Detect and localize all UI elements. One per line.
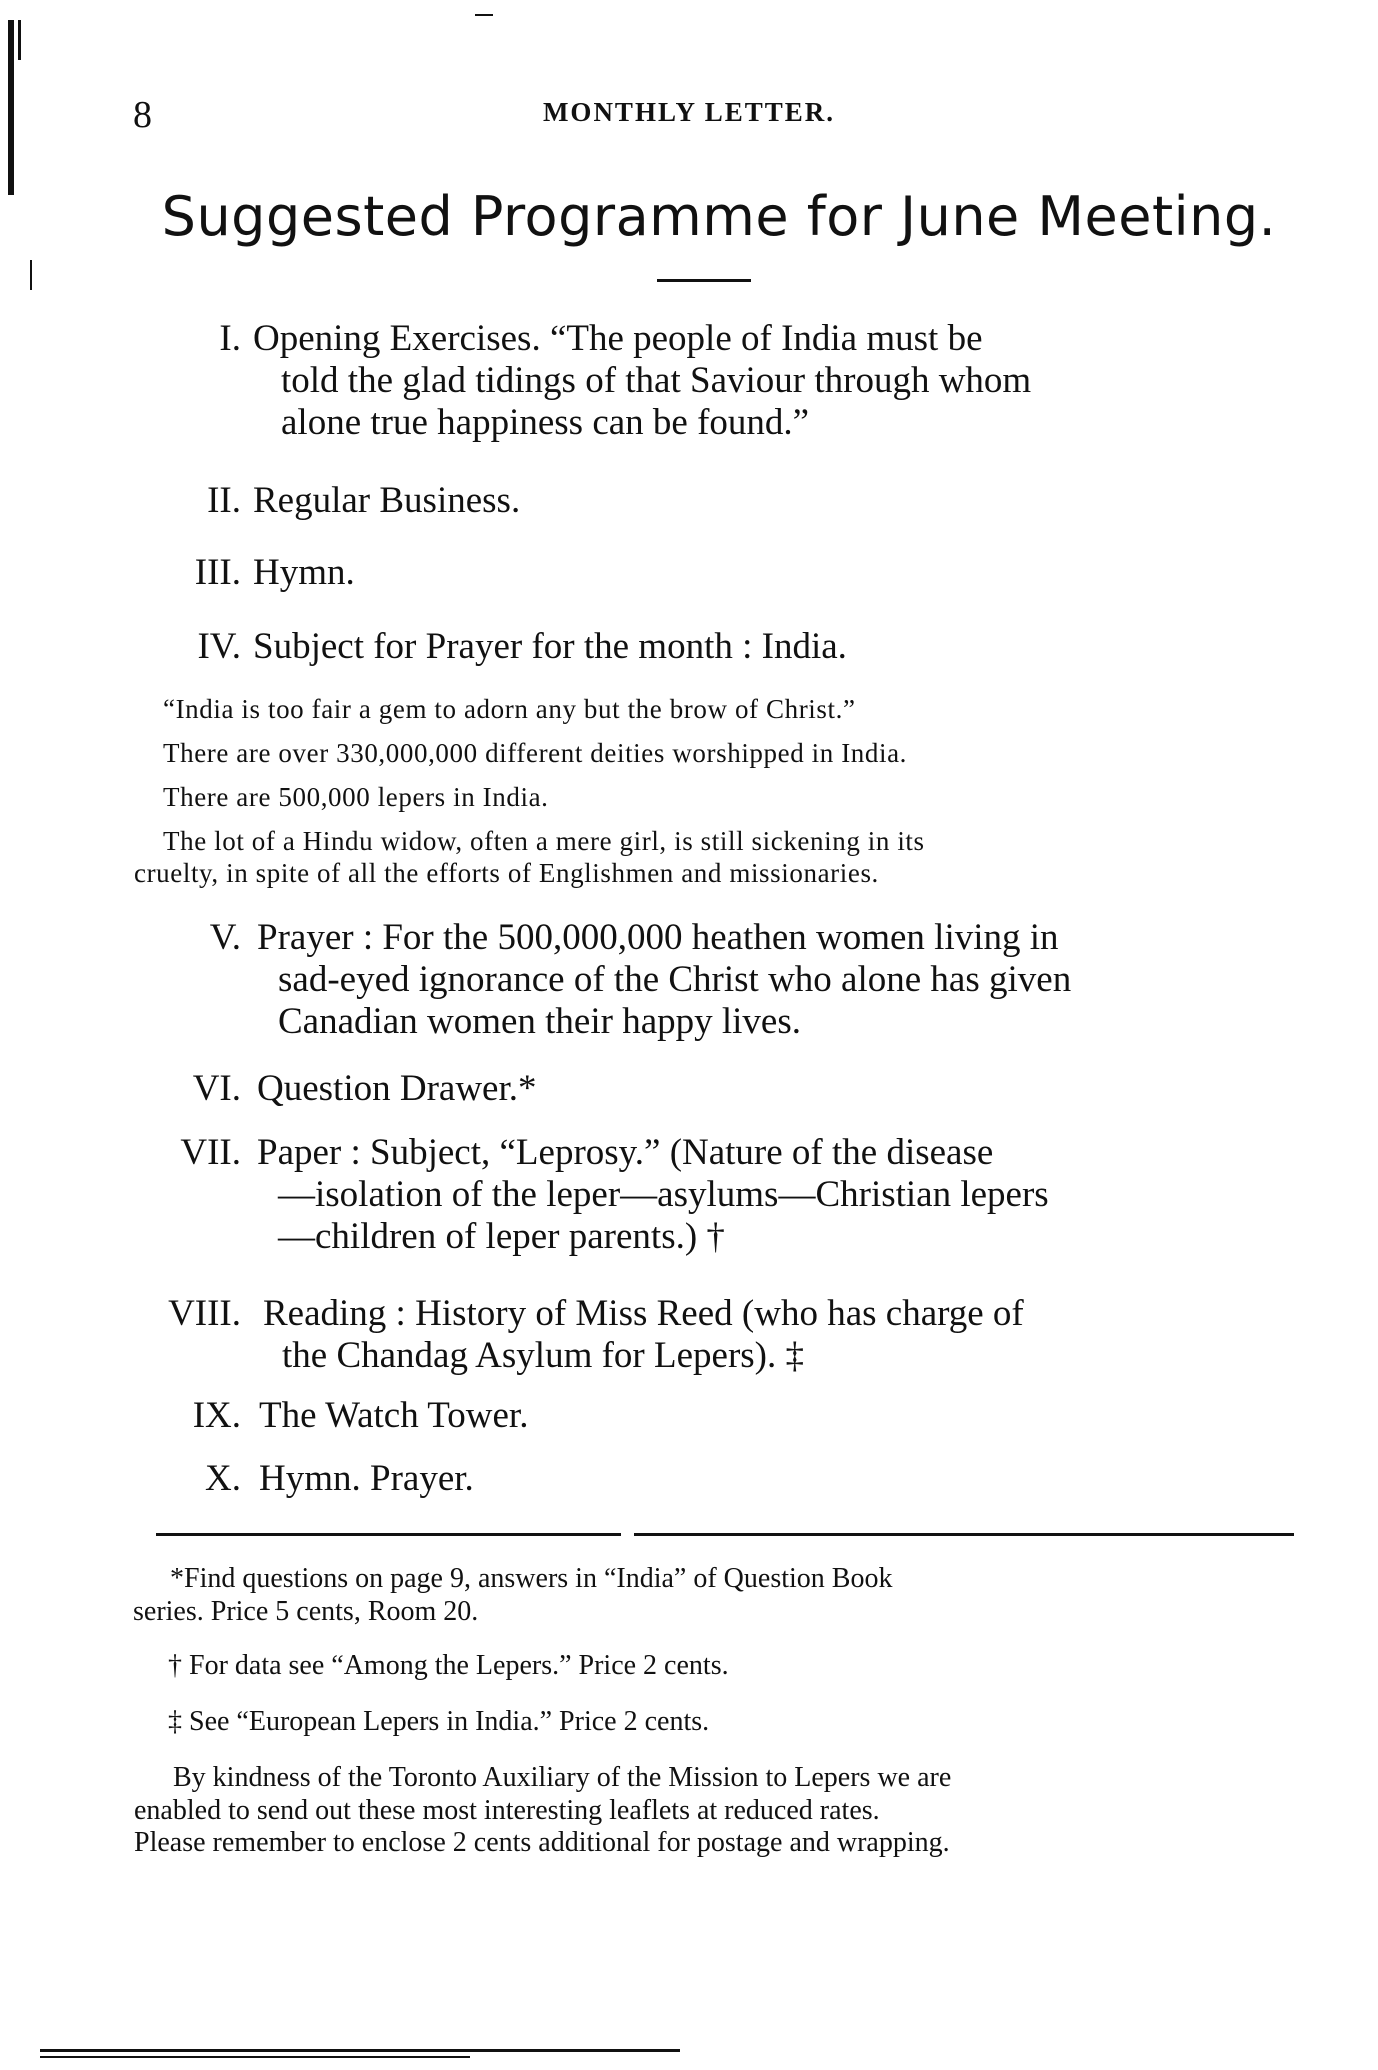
item-line: told the glad tidings of that Saviour through whom [281, 360, 1032, 401]
item-line: Reading : History of Miss Reed (who has charge of [263, 1293, 1024, 1334]
footnote: † For data see “Among the Lepers.” Price 2 cents. [168, 1650, 729, 1681]
item-number: I. [219, 318, 241, 359]
item-line: Regular Business. [253, 480, 521, 521]
india-note: There are over 330,000,000 different deities worshipped in India. [163, 738, 908, 768]
item-number: IV. [197, 626, 241, 667]
footnote-divider [634, 1533, 1294, 1536]
item-line: Hymn. [253, 552, 355, 593]
item-number: II. [207, 480, 241, 521]
item-number: X. [205, 1458, 241, 1499]
item-line: Question Drawer.* [257, 1068, 537, 1109]
scan-bottom-line [40, 2056, 470, 2058]
item-number: III. [194, 552, 241, 593]
item-number: VIII. [168, 1293, 241, 1334]
item-line: alone true happiness can be found.” [281, 402, 810, 443]
page-number: 8 [133, 94, 152, 136]
page-title: Suggested Programme for June Meeting. [161, 185, 1277, 248]
india-note: The lot of a Hindu widow, often a mere girl, is still sickening in its [163, 826, 925, 856]
india-note: cruelty, in spite of all the efforts of Englishmen and missionaries. [134, 858, 879, 888]
footnote: series. Price 5 cents, Room 20. [133, 1596, 479, 1627]
item-line: The Watch Tower. [259, 1395, 529, 1436]
running-header: MONTHLY LETTER. [542, 97, 836, 127]
india-note: “India is too fair a gem to adorn any but the brow of Christ.” [163, 694, 856, 724]
item-number: IX. [192, 1395, 241, 1436]
title-divider [657, 279, 751, 282]
item-number: VI. [192, 1068, 241, 1109]
item-number: VII. [180, 1132, 241, 1173]
footnote: By kindness of the Toronto Auxiliary of the Mission to Lepers we are [173, 1762, 952, 1793]
item-line: Canadian women their happy lives. [278, 1001, 802, 1042]
item-line: the Chandag Asylum for Lepers). ‡ [282, 1335, 804, 1376]
item-line: —children of leper parents.) † [278, 1216, 725, 1257]
footnote-divider [156, 1533, 621, 1536]
item-line: —isolation of the leper—asylums—Christian lepers [278, 1174, 1049, 1215]
item-number: V. [209, 917, 241, 958]
item-line: Prayer : For the 500,000,000 heathen women living in [257, 917, 1059, 958]
footnote: *Find questions on page 9, answers in “India” of Question Book [170, 1563, 893, 1594]
scan-edge-mark [18, 20, 21, 60]
scan-top-mark [475, 14, 493, 16]
item-line: Subject for Prayer for the month : India. [253, 626, 847, 667]
item-line: Opening Exercises. “The people of India must be [253, 318, 983, 359]
item-line: Paper : Subject, “Leprosy.” (Nature of the disease [257, 1132, 994, 1173]
footnote: enabled to send out these most interesting leaflets at reduced rates. [134, 1795, 880, 1826]
footnote: ‡ See “European Lepers in India.” Price 2 cents. [168, 1706, 710, 1737]
footnote: Please remember to enclose 2 cents additional for postage and wrapping. [134, 1827, 950, 1858]
item-line: sad-eyed ignorance of the Christ who alone has given [278, 959, 1072, 1000]
scan-bottom-line [40, 2049, 680, 2052]
india-note: There are 500,000 lepers in India. [163, 782, 549, 812]
scan-edge-mark [30, 260, 32, 290]
item-line: Hymn. Prayer. [259, 1458, 474, 1499]
